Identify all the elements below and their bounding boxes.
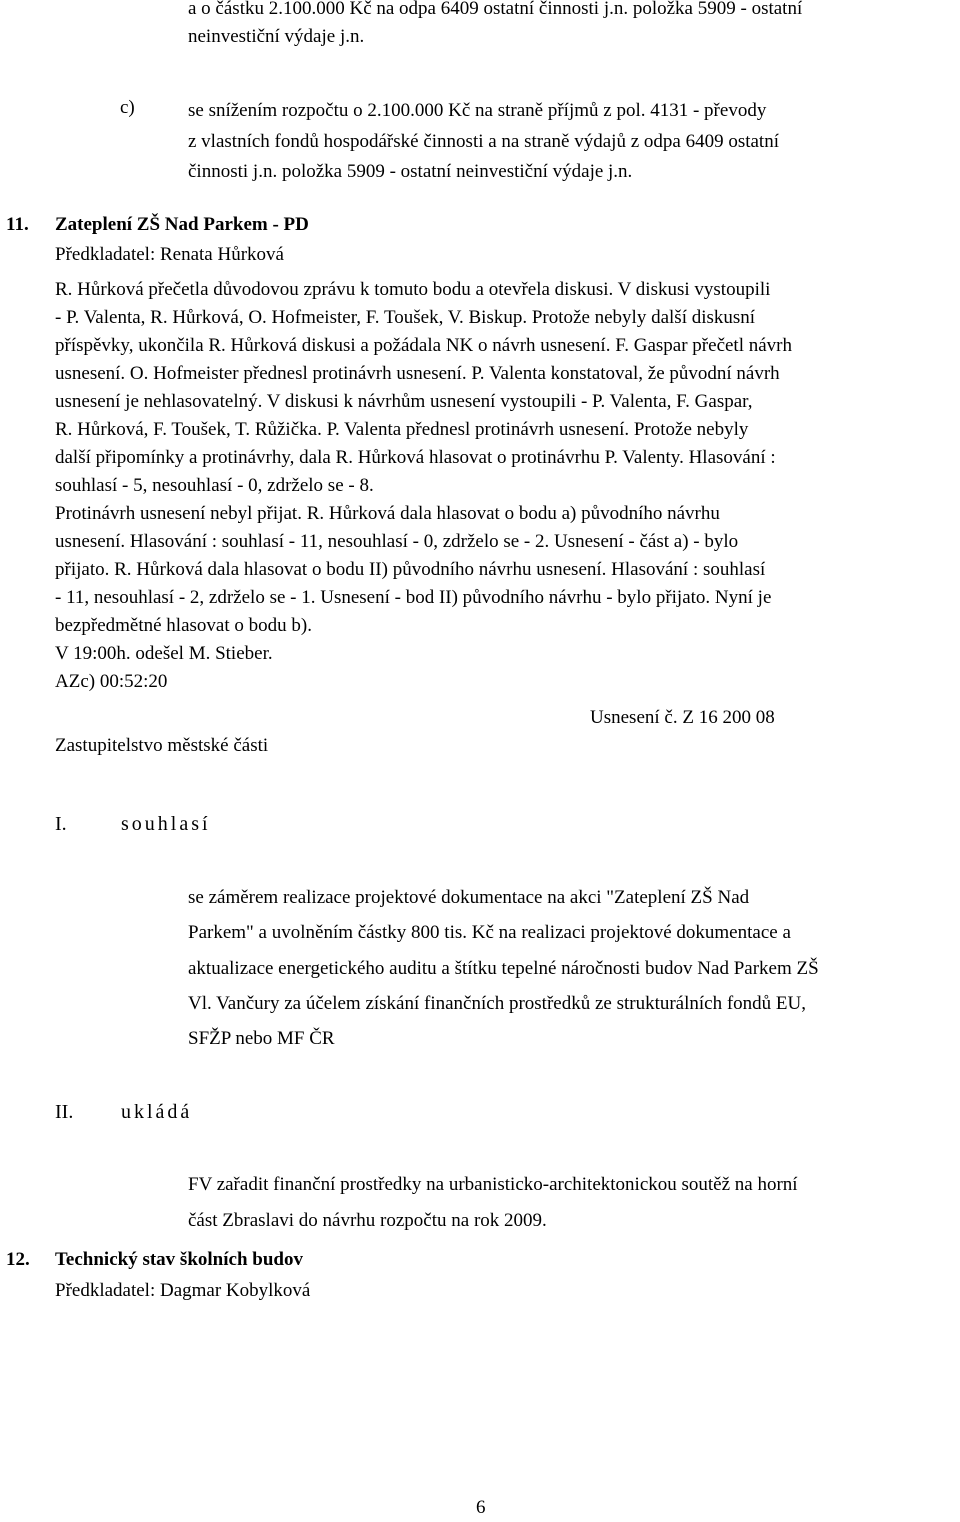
text-line: - 11, nesouhlasí - 2, zdrželo se - 1. Usnesení - bod II) původního návrhu - bylo přijato. Nyní je <box>55 587 772 608</box>
text-line: AZc) 00:52:20 <box>55 671 168 692</box>
text-line: část Zbraslavi do návrhu rozpočtu na rok 2009. <box>188 1210 547 1231</box>
continuation-text <box>188 0 802 50</box>
text-line: Vl. Vančury za účelem získání finančních prostředků ze strukturálních fondů EU, <box>188 992 807 1014</box>
section-11-title: Zateplení ZŠ Nad Parkem - PD <box>55 214 309 235</box>
text-line: souhlasí - 5, nesouhlasí - 0, zdrželo se - 8. <box>55 475 374 496</box>
section-12-submitter: Předkladatel: Dagmar Kobylková <box>55 1280 311 1301</box>
part-1-text <box>188 880 819 1056</box>
text-line: Protinávrh usnesení nebyl přijat. R. Hůrková dala hlasovat o bodu a) původního návrhu <box>55 503 720 524</box>
part-1-verb: souhlasí <box>121 813 211 835</box>
section-11-body <box>55 276 960 696</box>
text-line: SFŽP nebo MF ČR <box>188 1028 335 1050</box>
section-11-number: 11. <box>6 214 29 235</box>
text-line: se snížením rozpočtu o 2.100.000 Kč na straně příjmů z pol. 4131 - převody <box>188 100 767 121</box>
text-line: a o částku 2.100.000 Kč na odpa 6409 ostatní činnosti j.n. položka 5909 - ostatní <box>188 0 803 19</box>
text-line: R. Hůrková přečetla důvodovou zprávu k tomuto bodu a otevřela diskusi. V diskusi vystoupili <box>55 279 771 300</box>
section-12-title: Technický stav školních budov <box>55 1249 303 1270</box>
text-line: FV zařadit finanční prostředky na urbanisticko-architektonickou soutěž na horní <box>188 1174 798 1195</box>
text-line: - P. Valenta, R. Hůrková, O. Hofmeister, F. Toušek, V. Biskup. Protože nebyly další diskusní <box>55 307 756 328</box>
text-line: Parkem" a uvolněním částky 800 tis. Kč na realizaci projektové dokumentace a <box>188 922 791 944</box>
text-line: další připomínky a protinávrhy, dala R. Hůrková hlasovat o protinávrhu P. Valenty. Hlasování : <box>55 447 776 468</box>
text-line: se záměrem realizace projektové dokumentace na akci "Zateplení ZŠ Nad <box>188 887 750 908</box>
text-line: neinvestiční výdaje j.n. <box>188 25 365 47</box>
text-line: usnesení. Hlasování : souhlasí - 11, nesouhlasí - 0, zdrželo se - 2. Usnesení - část a) - bylo <box>55 531 739 552</box>
text-line: aktualizace energetického auditu a štítku tepelné náročnosti budov Nad Parkem ZŠ <box>188 957 819 979</box>
part-2-numeral: II. <box>55 1101 74 1123</box>
part-2-text <box>188 1167 798 1239</box>
text-line: činnosti j.n. položka 5909 - ostatní neinvestiční výdaje j.n. <box>188 161 633 183</box>
text-line: usnesení je nehlasovatelný. V diskusi k návrhům usnesení vystoupili - P. Valenta, F. Gaspar, <box>55 391 753 412</box>
council-name: Zastupitelstvo městské části <box>55 735 269 756</box>
page-number: 6 <box>476 1497 486 1518</box>
part-1-numeral: I. <box>55 813 67 835</box>
text-line: přijato. R. Hůrková dala hlasovat o bodu II) původního návrhu usnesení. Hlasování : souhlasí <box>55 559 766 580</box>
text-line: R. Hůrková, F. Toušek, T. Růžička. P. Valenta přednesl protinávrh usnesení. Protože nebyly <box>55 419 749 440</box>
text-line: V 19:00h. odešel M. Stieber. <box>55 643 273 664</box>
text-line: bezpředmětné hlasovat o bodu b). <box>55 615 312 636</box>
text-line: příspěvky, ukončila R. Hůrková diskusi a požádala NK o návrh usnesení. F. Gaspar přečetl návrh <box>55 335 793 356</box>
part-2-verb: ukládá <box>121 1101 193 1123</box>
section-11-submitter: Předkladatel: Renata Hůrková <box>55 244 284 265</box>
text-line: z vlastních fondů hospodářské činnosti a na straně výdajů z odpa 6409 ostatní <box>188 130 779 152</box>
item-c-text <box>188 97 779 186</box>
item-c-label: c) <box>120 97 135 118</box>
section-12-number: 12. <box>6 1249 30 1270</box>
resolution-number: Usnesení č. Z 16 200 08 <box>590 707 775 728</box>
text-line: usnesení. O. Hofmeister přednesl protinávrh usnesení. P. Valenta konstatoval, že původní návrh <box>55 363 780 384</box>
